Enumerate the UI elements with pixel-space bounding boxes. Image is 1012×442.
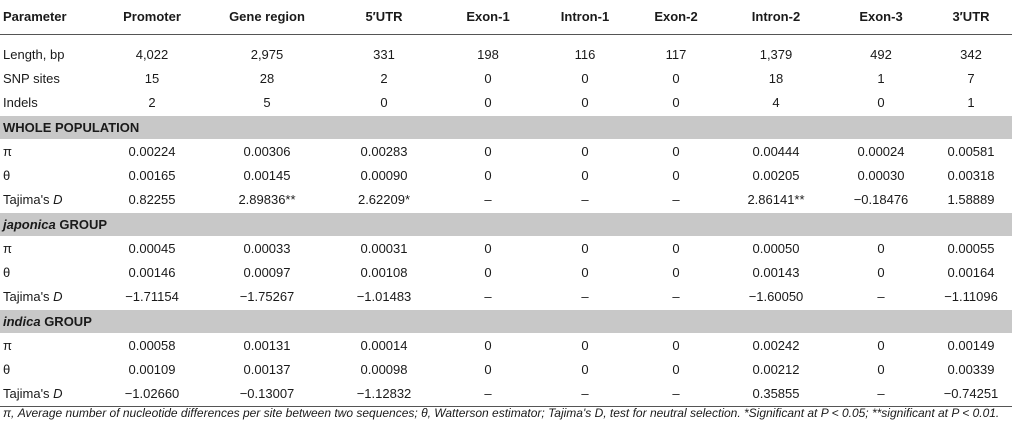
row-label: Length, bp (3, 46, 65, 62)
table-cell: – (484, 191, 492, 207)
col-header: Exon-2 (632, 0, 720, 34)
table-row (0, 285, 1012, 310)
row-label-text: Tajima's (3, 191, 54, 207)
table-cell: 15 (144, 70, 160, 86)
table-cell: – (672, 191, 680, 207)
table-cell: 0 (484, 70, 492, 86)
table-row (0, 67, 1012, 91)
table-cell: 0.00242 (752, 337, 800, 353)
table-cell: 0 (877, 361, 885, 377)
table-cell: – (581, 288, 589, 304)
table-row (0, 333, 1012, 358)
table-cell: 0 (672, 143, 680, 159)
table-cell: 0 (581, 337, 589, 353)
table-cell: 2.86141** (747, 191, 805, 207)
table-cell: 0 (581, 94, 589, 110)
table-cell: 28 (259, 70, 275, 86)
table-cell: – (672, 288, 680, 304)
table-cell: 342 (960, 46, 982, 62)
table-cell: 0.00306 (243, 143, 291, 159)
table-cell: 0.00108 (360, 264, 408, 280)
table-cell: 0.00109 (128, 361, 176, 377)
table-cell: 117 (665, 46, 687, 62)
table-cell: – (484, 288, 492, 304)
table-cell: 0.00283 (360, 143, 408, 159)
table-cell: 0 (877, 94, 885, 110)
table-cell: 0 (672, 337, 680, 353)
table-cell: 1.58889 (947, 191, 995, 207)
table-cell: 198 (477, 46, 499, 62)
section-title-italic: indica (3, 313, 41, 329)
row-label-text: Tajima's (3, 288, 54, 304)
table-cell: 0.00030 (857, 167, 905, 183)
table-row (0, 43, 1012, 67)
row-label: θ (3, 361, 11, 377)
table-cell: 0.00137 (243, 361, 291, 377)
table-cell: 0.00339 (947, 361, 995, 377)
table-cell: 2 (380, 70, 388, 86)
table-cell: 18 (768, 70, 784, 86)
row-label: θ (3, 167, 11, 183)
table-cell: 0.00149 (947, 337, 995, 353)
table-cell: 0 (672, 361, 680, 377)
row-label-text: Tajima's (3, 385, 54, 401)
table-footnote: π, Average number of nucleotide differences per site between two sequences; θ, Watterson estimator; Tajima's D, test for neutral selection. *Significant at P < 0.05; **significant at P < 0.01. (3, 406, 1000, 420)
table-cell: 0.00050 (752, 240, 800, 256)
table-cell: 0 (581, 361, 589, 377)
table-cell: 0.00318 (947, 167, 995, 183)
table-cell: 0 (581, 167, 589, 183)
table-cell: 1 (877, 70, 885, 86)
table-row (0, 358, 1012, 382)
table-cell: 0 (877, 337, 885, 353)
table-cell: 0.00098 (360, 361, 408, 377)
table-cell: 0.00131 (243, 337, 291, 353)
header-row (0, 0, 1012, 34)
section-title-italic: japonica (3, 216, 56, 232)
table-cell: 0 (484, 240, 492, 256)
table-cell: −0.13007 (204, 382, 330, 407)
table-cell: 5 (263, 94, 271, 110)
table-cell: 0.35855 (720, 382, 832, 407)
table-cell: 0.00031 (360, 240, 408, 256)
col-header: Parameter (0, 0, 100, 34)
table-cell: 1,379 (759, 46, 793, 62)
table-cell: 1 (967, 94, 975, 110)
table-cell: 0.00145 (243, 167, 291, 183)
table-cell: 0 (581, 240, 589, 256)
row-label: π (3, 240, 12, 256)
table-cell: 0 (581, 70, 589, 86)
table-cell: 2 (148, 94, 156, 110)
table-cell: 0 (672, 94, 680, 110)
table-cell: 0.00055 (947, 240, 995, 256)
table-cell: 0.00205 (752, 167, 800, 183)
table-cell: – (632, 382, 720, 407)
row-label-italic: D (53, 191, 63, 207)
table-cell: 0 (877, 240, 885, 256)
table-cell: 331 (373, 46, 395, 62)
table-cell: 2,975 (250, 46, 284, 62)
table-row (0, 139, 1012, 164)
table-cell: −0.74251 (930, 382, 1012, 407)
row-label: Indels (3, 94, 38, 110)
section-title (0, 309, 1012, 333)
table-cell: −1.75267 (239, 288, 295, 304)
section-title: WHOLE POPULATION (0, 115, 1012, 139)
table-cell: 0 (484, 361, 492, 377)
col-header: 3′UTR (930, 0, 1012, 34)
table-cell: 0.82255 (128, 191, 176, 207)
table-cell: 0 (484, 337, 492, 353)
table-row (0, 236, 1012, 261)
row-label: SNP sites (3, 70, 60, 86)
table-cell: 0 (672, 264, 680, 280)
col-header: 5′UTR (330, 0, 438, 34)
section-title-rest: GROUP (40, 313, 92, 329)
table-cell: 0 (484, 167, 492, 183)
table-cell: −0.18476 (853, 191, 909, 207)
table-cell: 0.00045 (128, 240, 176, 256)
table-cell: 2.62209* (357, 191, 411, 207)
table-cell: 0.00033 (243, 240, 291, 256)
table-row (0, 382, 1012, 407)
section-header-row (0, 309, 1012, 333)
table-cell: 116 (574, 46, 596, 62)
table-cell: 492 (870, 46, 892, 62)
table-cell: – (581, 191, 589, 207)
table-cell: −1.12832 (330, 382, 438, 407)
section-title (0, 212, 1012, 236)
table-cell: −1.60050 (748, 288, 804, 304)
table-cell: 0 (672, 70, 680, 86)
table-cell: 4,022 (135, 46, 169, 62)
col-header: Exon-1 (438, 0, 538, 34)
row-label (0, 285, 100, 310)
table-cell: – (832, 382, 930, 407)
table-cell: 0 (581, 264, 589, 280)
table-cell: 0.00024 (857, 143, 905, 159)
table-cell: 0.00146 (128, 264, 176, 280)
table-cell: 0 (672, 167, 680, 183)
table-cell: 0.00097 (243, 264, 291, 280)
table-cell: 0 (484, 94, 492, 110)
table-cell: 0.00014 (360, 337, 408, 353)
table-cell: – (438, 382, 538, 407)
row-label (0, 382, 100, 407)
col-header: Exon-3 (832, 0, 930, 34)
table-cell: −1.11096 (944, 288, 998, 304)
table-cell: 0.00058 (128, 337, 176, 353)
row-label: π (3, 143, 12, 159)
table-cell: 7 (967, 70, 975, 86)
table-cell: – (538, 382, 632, 407)
section-title-rest: GROUP (55, 216, 108, 232)
row-label-italic: D (53, 385, 63, 401)
table-cell: −1.01483 (356, 288, 412, 304)
table-cell: 0.00164 (947, 264, 995, 280)
table-row (0, 261, 1012, 285)
row-label (0, 188, 100, 213)
col-header: Promoter (100, 0, 204, 34)
row-label: θ (3, 264, 11, 280)
table-cell: 0 (380, 94, 388, 110)
table-row (0, 164, 1012, 188)
table-cell: 0 (672, 240, 680, 256)
table-cell: 0 (484, 143, 492, 159)
table-row (0, 188, 1012, 213)
table-cell: −1.02660 (100, 382, 204, 407)
table-cell: 0.00581 (947, 143, 995, 159)
table-cell: 0 (581, 143, 589, 159)
table-row (0, 91, 1012, 116)
table-cell: −1.71154 (125, 288, 179, 304)
table-cell: 0.00090 (360, 167, 408, 183)
table-cell: 2.89836** (238, 191, 296, 207)
table-cell: 0 (484, 264, 492, 280)
table-body (0, 34, 1012, 406)
col-header: Intron-2 (720, 0, 832, 34)
table-cell: – (877, 288, 885, 304)
row-label-italic: D (53, 288, 63, 304)
section-header-row (0, 212, 1012, 236)
table-cell: 0.00444 (752, 143, 800, 159)
col-header: Intron-1 (538, 0, 632, 34)
table-cell: 0.00143 (752, 264, 800, 280)
table-cell: 0.00224 (128, 143, 176, 159)
row-label: π (3, 337, 12, 353)
table-cell: 0.00165 (128, 167, 176, 183)
col-header: Gene region (204, 0, 330, 34)
table-cell: 0.00212 (752, 361, 800, 377)
section-header-row (0, 115, 1012, 139)
table-cell: 4 (772, 94, 780, 110)
table-cell: 0 (877, 264, 885, 280)
